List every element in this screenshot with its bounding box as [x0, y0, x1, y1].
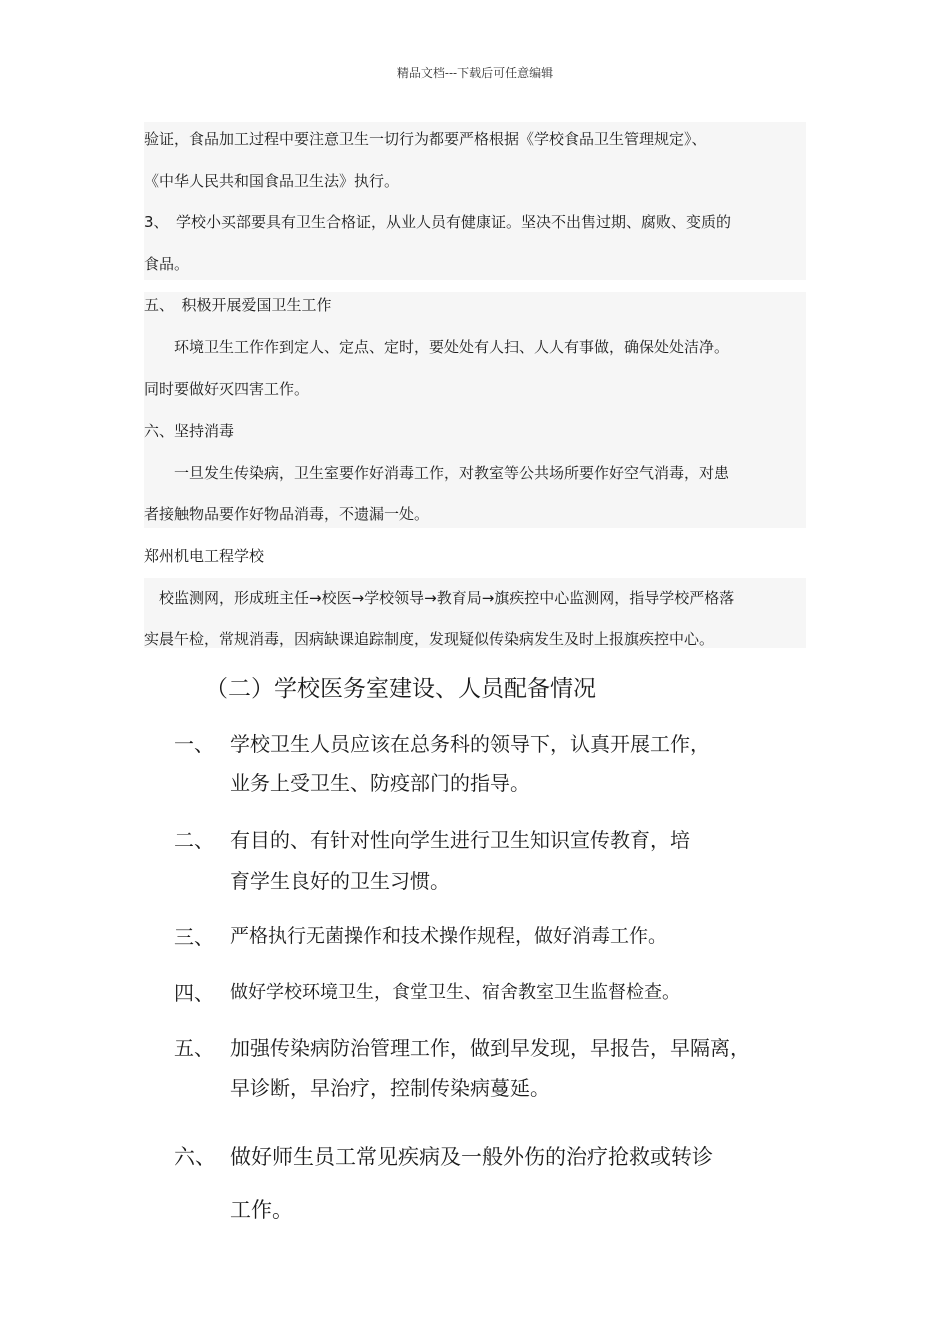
body-line-6: 环境卫生工作作到定人、定点、定时，要处处有人扫、人人有事做，确保处处洁净。 [144, 338, 730, 356]
item-5-number: 五、 [174, 1036, 214, 1060]
item-2-line-1: 有目的、有针对性向学生进行卫生知识宣传教育，培 [230, 828, 690, 852]
body-line-5: 五、 积极开展爱国卫生工作 [144, 296, 332, 314]
item-2-line-2: 育学生良好的卫生习惯。 [230, 869, 450, 893]
item-2-number: 二、 [174, 828, 214, 852]
item-5-line-1: 加强传染病防治管理工作，做到早发现，早报告，早隔离， [230, 1036, 750, 1060]
item-6-line-1: 做好师生员工常见疾病及一般外伤的治疗抢救或转诊 [230, 1145, 713, 1169]
body-line-8: 六、坚持消毒 [144, 422, 235, 440]
item-5-line-2: 早诊断，早治疗，控制传染病蔓延。 [230, 1076, 550, 1100]
text-highlight-middle [144, 292, 806, 528]
item-6-line-2: 工作。 [230, 1198, 293, 1222]
body-line-9: 一旦发生传染病，卫生室要作好消毒工作，对教室等公共场所要作好空气消毒，对患 [144, 464, 730, 482]
school-name: 郑州机电工程学校 [144, 547, 265, 565]
body-line-2: 《中华人民共和国食品卫生法》执行。 [144, 172, 400, 190]
item-3-number: 三、 [174, 925, 214, 949]
body-line-3: 3、 学校小买部要具有卫生合格证，从业人员有健康证。坚决不出售过期、腐败、变质的 [144, 213, 732, 231]
body-line-4: 食品。 [144, 255, 190, 273]
body-line-12: 校监测网，形成班主任→校医→学校领导→教育局→旗疾控中心监测网，指导学校严格落 [144, 589, 735, 607]
body-line-1: 验证，食品加工过程中要注意卫生一切行为都要严格根据《学校食品卫生管理规定》、 [144, 130, 707, 148]
body-line-13: 实晨午检，常规消毒，因病缺课追踪制度，发现疑似传染病发生及时上报旗疾控中心。 [144, 630, 715, 648]
item-6-number: 六、 [174, 1145, 216, 1169]
item-3-line-1: 严格执行无菌操作和技术操作规程，做好消毒工作。 [230, 925, 668, 947]
body-line-7: 同时要做好灭四害工作。 [144, 380, 310, 398]
item-1-line-1: 学校卫生人员应该在总务科的领导下，认真开展工作， [230, 732, 710, 756]
item-1-line-2: 业务上受卫生、防疫部门的指导。 [230, 771, 530, 795]
item-1-number: 一、 [174, 732, 214, 756]
page-header: 精品文档---下载后可任意编辑 [396, 66, 554, 80]
body-line-10: 者接触物品要作好物品消毒，不遗漏一处。 [144, 505, 430, 523]
item-4-number: 四、 [174, 981, 214, 1005]
section-title: （二）学校医务室建设、人员配备情况 [205, 676, 596, 702]
item-4-line-1: 做好学校环境卫生，食堂卫生、宿舍教室卫生监督检查。 [230, 982, 680, 1003]
